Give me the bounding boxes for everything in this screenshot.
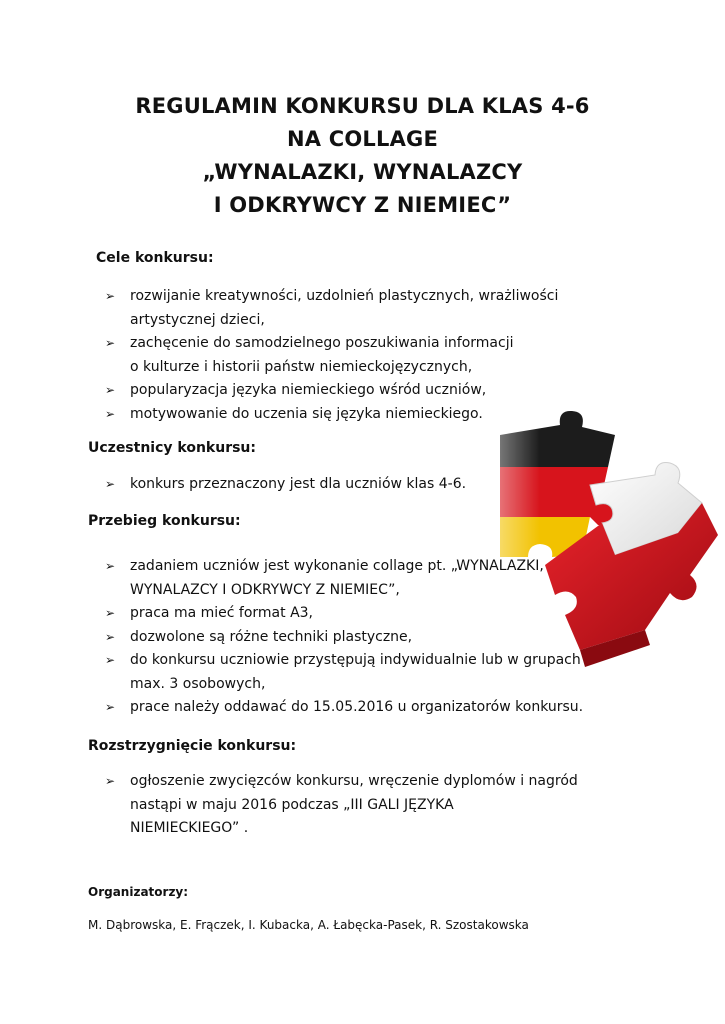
list-item: ➢ zadaniem uczniów jest wykonanie collage pt. „WYNALAZKI, WYNALAZCY I ODKRYWCY Z NIEMIEC”, — [105, 555, 583, 602]
list-rozstrzygniecie — [105, 770, 578, 841]
list-item: ➢ prace należy oddawać do 15.05.2016 u organizatorów konkursu. — [105, 696, 583, 720]
list-item: ➢ dozwolone są różne techniki plastyczne, — [105, 626, 583, 650]
arrow-bullet-icon: ➢ — [105, 406, 116, 421]
title-line-4: I ODKRYWCY Z NIEMIEC” — [213, 193, 512, 217]
arrow-bullet-icon: ➢ — [105, 477, 116, 491]
section-heading-rozstrzygniecie: Rozstrzygnięcie konkursu: — [88, 738, 297, 754]
arrow-bullet-icon: ➢ — [105, 336, 116, 350]
list-item: ➢ rozwijanie kreatywności, uzdolnień plastycznych, wrażliwości artystycznej dzieci, — [105, 285, 558, 332]
list-item: ➢ do konkursu uczniowie przystępują indywidualnie lub w grupach max. 3 osobowych, — [105, 649, 583, 696]
arrow-bullet-icon: ➢ — [105, 653, 116, 667]
arrow-bullet-icon: ➢ — [105, 559, 116, 573]
document-title — [0, 90, 725, 222]
title-line-2: NA COLLAGE — [287, 127, 438, 151]
section-heading-uczestnicy: Uczestnicy konkursu: — [88, 440, 256, 456]
section-heading-przebieg: Przebieg konkursu: — [88, 513, 241, 529]
list-przebieg — [105, 555, 583, 720]
list-item: ➢ ogłoszenie zwycięzców konkursu, wręczenie dyplomów i nagród nastąpi w maju 2016 podczas „III GALI JĘZYKA NIEMIECKIEGO” . — [105, 770, 578, 841]
arrow-bullet-icon: ➢ — [105, 606, 116, 620]
arrow-bullet-icon: ➢ — [105, 700, 116, 714]
arrow-bullet-icon: ➢ — [105, 383, 116, 397]
arrow-bullet-icon: ➢ — [105, 629, 116, 644]
list-cele — [105, 285, 558, 426]
title-line-3: „WYNALAZKI, WYNALAZCY — [202, 160, 523, 184]
list-item: ➢ motywowanie do uczenia się języka niemieckiego. — [105, 403, 558, 427]
title-line-1: REGULAMIN KONKURSU DLA KLAS 4-6 — [135, 94, 590, 118]
list-item: ➢ zachęcenie do samodzielnego poszukiwania informacji o kulturze i historii państw niemieckojęzycznych, — [105, 332, 558, 379]
organizers-heading: Organizatorzy: — [88, 885, 189, 899]
list-item: ➢ praca ma mieć format A3, — [105, 602, 583, 626]
organizers-names: M. Dąbrowska, E. Frączek, I. Kubacka, A. Łabęcka-Pasek, R. Szostakowska — [88, 918, 529, 932]
list-item: ➢ konkurs przeznaczony jest dla uczniów klas 4-6. — [105, 473, 466, 497]
list-item: ➢ popularyzacja języka niemieckiego wśród uczniów, — [105, 379, 558, 403]
section-heading-cele: Cele konkursu: — [96, 250, 214, 266]
arrow-bullet-icon: ➢ — [105, 774, 116, 788]
list-uczestnicy — [105, 473, 466, 497]
arrow-bullet-icon: ➢ — [105, 289, 116, 303]
